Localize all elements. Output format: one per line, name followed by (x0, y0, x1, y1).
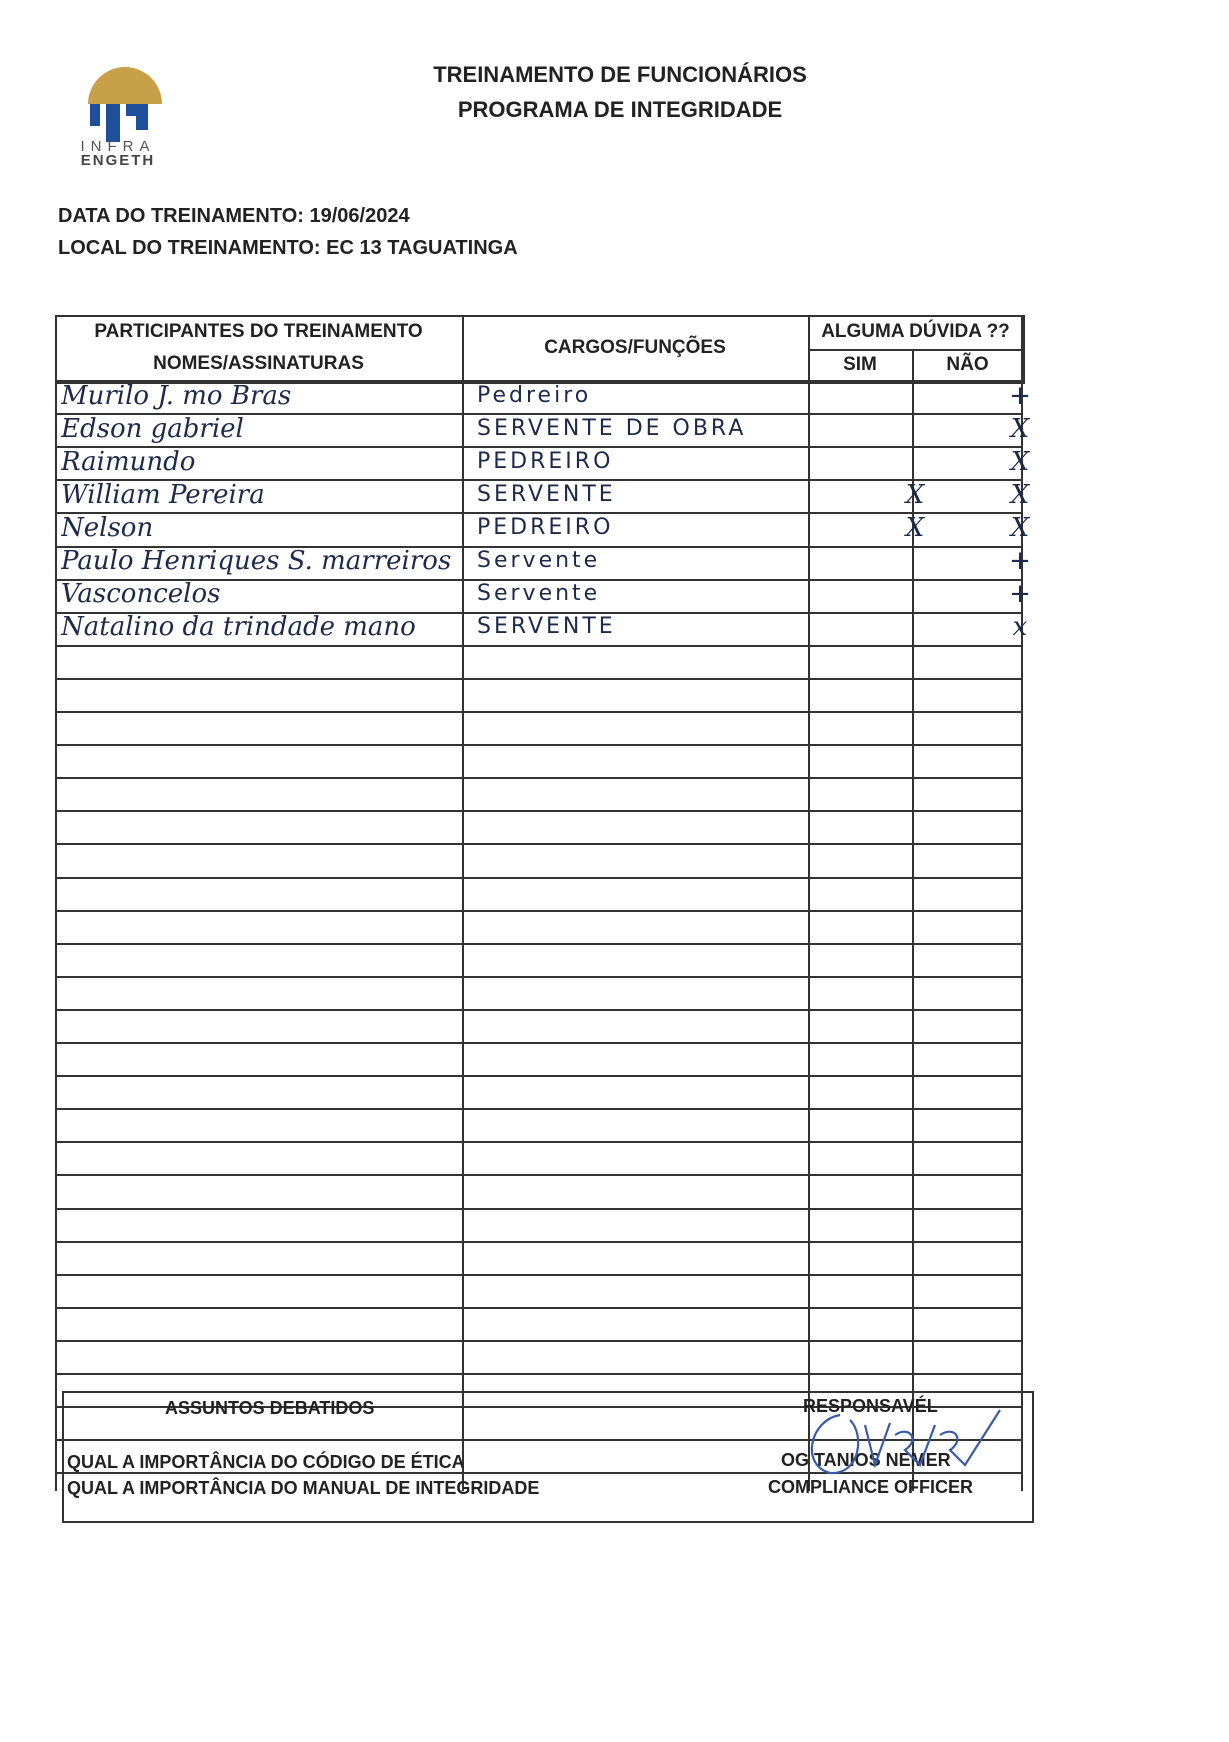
row-line (55, 1108, 1023, 1110)
page-title: TREINAMENTO DE FUNCIONÁRIOS (433, 62, 807, 87)
doubt-yes-mark: X (905, 480, 925, 510)
responsible-name: OG TANIOS NEMER (781, 1450, 951, 1470)
table-row (55, 446, 1030, 479)
logo-sun-icon (88, 67, 162, 104)
row-line (55, 1075, 1023, 1077)
table-row (55, 380, 1031, 413)
row-line (55, 843, 1023, 845)
row-line (55, 1274, 1023, 1276)
responsible-title: RESPONSAVÉL (803, 1396, 938, 1416)
participant-name: Nelson (61, 513, 154, 543)
table-row (55, 512, 1030, 545)
participant-role: Servente (477, 548, 601, 573)
logo-bar-left (90, 104, 100, 126)
header-participants-line1: PARTICIPANTES DO TREINAMENTO (94, 321, 423, 342)
subject-item: QUAL A IMPORTÂNCIA DO CÓDIGO DE ÉTICA (67, 1452, 465, 1472)
row-line (55, 976, 1023, 978)
signature-drawing (770, 1395, 1020, 1505)
row-line (55, 1340, 1023, 1342)
table-row (55, 413, 1030, 446)
logo-bar-mid (106, 104, 120, 142)
participant-name: Murilo J. mo Bras (61, 381, 292, 411)
row-line (55, 1307, 1023, 1309)
row-line (55, 777, 1023, 779)
participant-role: SERVENTE DE OBRA (477, 416, 747, 441)
participant-name: Paulo Henriques S. marreiros (61, 546, 452, 576)
participant-role: PEDREIRO (477, 515, 614, 540)
header-roles: CARGOS/FUNÇÕES (544, 337, 726, 358)
page-subtitle: PROGRAMA DE INTEGRIDADE (457, 97, 783, 122)
doubt-yes-mark: X (905, 513, 925, 543)
header-sim: SIM (843, 354, 877, 375)
participant-role: PEDREIRO (477, 449, 614, 474)
row-line (55, 910, 1023, 912)
row-line (55, 810, 1023, 812)
participant-name: Natalino da trindade mano (61, 612, 416, 642)
row-line (55, 877, 1023, 879)
row-line (55, 678, 1023, 680)
header-doubts: ALGUMA DÚVIDA ?? (821, 321, 1010, 342)
doubt-no-mark: X (1010, 447, 1030, 477)
logo-text-engeth: ENGETH (80, 152, 156, 169)
participant-name: Vasconcelos (61, 579, 221, 609)
table-row (55, 611, 1028, 644)
row-line (55, 1208, 1023, 1210)
logo-bar-right-stem (136, 116, 148, 130)
doubt-no-mark: + (1009, 381, 1031, 411)
row-line (55, 711, 1023, 713)
row-line (55, 1042, 1023, 1044)
row-line (55, 744, 1023, 746)
row-line (55, 1241, 1023, 1243)
doubt-no-mark: X (1010, 513, 1030, 543)
participant-role: SERVENTE (477, 482, 616, 507)
table-row (55, 545, 1031, 578)
responsible-role: COMPLIANCE OFFICER (768, 1477, 973, 1497)
table-row (55, 479, 1030, 512)
logo-text-infra: INFRA (80, 138, 156, 155)
row-line (55, 1174, 1023, 1176)
header-participants-line2: NOMES/ASSINATURAS (153, 353, 364, 374)
training-location: LOCAL DO TREINAMENTO: EC 13 TAGUATINGA (58, 237, 518, 259)
participant-name: Edson gabriel (61, 414, 244, 444)
subject-item: QUAL A IMPORTÂNCIA DO MANUAL DE INTEGRIDADE (67, 1478, 540, 1498)
doubt-no-mark: + (1009, 579, 1031, 609)
header-subdivider (808, 349, 1023, 351)
table-row (55, 578, 1031, 611)
row-line (55, 1009, 1023, 1011)
doubt-no-mark: X (1010, 414, 1030, 444)
subjects-title: ASSUNTOS DEBATIDOS (165, 1398, 375, 1418)
row-line (55, 943, 1023, 945)
training-date: DATA DO TREINAMENTO: 19/06/2024 (58, 205, 410, 227)
doubt-no-mark: + (1009, 546, 1031, 576)
participant-role: Pedreiro (477, 383, 592, 408)
participant-name: Raimundo (61, 447, 196, 477)
row-line (55, 1373, 1023, 1375)
row-line (55, 1141, 1023, 1143)
doubt-no-mark: X (1010, 480, 1030, 510)
row-line (55, 645, 1023, 647)
participant-role: SERVENTE (477, 614, 616, 639)
doubt-no-mark: x (1012, 612, 1028, 642)
participant-name: William Pereira (61, 480, 265, 510)
logo-bar-right (126, 104, 148, 116)
header-nao: NÃO (946, 354, 989, 375)
participant-role: Servente (477, 581, 601, 606)
